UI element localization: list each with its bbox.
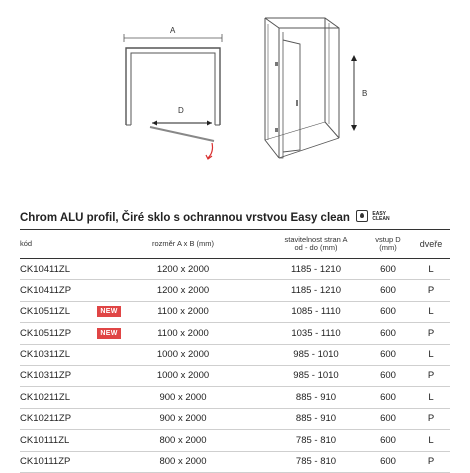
cell-dimensions: 1100 x 2000 <box>157 327 209 339</box>
label-a: A <box>170 26 176 35</box>
label-d: D <box>178 106 184 115</box>
cell-range: 1085 - 1110 <box>291 306 341 318</box>
cell-code: CK10311ZP <box>20 370 72 382</box>
table-header <box>20 230 450 259</box>
cell-dimensions: 1000 x 2000 <box>156 370 210 382</box>
cell-badge <box>96 323 122 343</box>
cell-code: CK10411ZL <box>20 263 70 275</box>
cell-code: CK10511ZL <box>20 306 70 318</box>
cell-range: 985 - 1010 <box>293 349 339 361</box>
cell-code: CK10211ZP <box>20 413 72 425</box>
cell-door: L <box>428 349 434 361</box>
cell-entry: 600 <box>380 306 396 318</box>
table-row <box>20 345 450 366</box>
header-range: stavitelnost stran A od - do (mm) <box>284 235 348 252</box>
cell-code: CK10311ZL <box>20 349 70 361</box>
cell-entry: 600 <box>380 413 396 425</box>
perspective-view <box>265 18 339 158</box>
cell-entry: 600 <box>380 434 396 446</box>
header-dimensions: rozměr A x B (mm) <box>151 239 215 248</box>
cell-badge <box>96 452 122 472</box>
cell-entry: 600 <box>380 284 396 296</box>
cell-dimensions: 1200 x 2000 <box>156 284 210 296</box>
cell-dimensions: 800 x 2000 <box>159 456 207 468</box>
cell-door: P <box>427 370 435 382</box>
easy-clean-icon <box>356 210 368 222</box>
header-door: dveře <box>419 239 443 249</box>
table-row <box>20 323 450 344</box>
cell-entry: 600 <box>380 263 396 275</box>
cell-range: 785 - 810 <box>295 434 337 446</box>
cell-door: P <box>427 284 435 296</box>
table-row <box>20 302 450 323</box>
cell-code: CK10411ZP <box>20 284 72 296</box>
cell-door: P <box>427 456 435 468</box>
table-body <box>20 259 450 473</box>
cell-door: L <box>428 434 434 446</box>
cell-code: CK10211ZL <box>20 391 70 403</box>
cell-code: CK10111ZL <box>20 434 70 446</box>
cell-badge <box>96 430 122 450</box>
cell-entry: 600 <box>380 327 396 339</box>
header-entry: vstup D (mm) <box>375 235 401 252</box>
cell-badge <box>96 302 122 322</box>
header-code: kód <box>20 239 33 248</box>
cell-range: 885 - 910 <box>295 413 337 425</box>
table-row <box>20 280 450 301</box>
table-row <box>20 366 450 387</box>
cell-badge <box>96 345 122 365</box>
cell-door: L <box>428 306 434 318</box>
cell-badge <box>96 409 122 429</box>
technical-diagram <box>0 0 470 200</box>
cell-dimensions: 1100 x 2000 <box>157 306 209 318</box>
table-row <box>20 259 450 280</box>
cell-range: 885 - 910 <box>295 391 337 403</box>
title-text: Chrom ALU profil, Čiré sklo s ochrannou vrstvou Easy clean <box>20 212 350 224</box>
cell-range: 1035 - 1110 <box>291 327 341 339</box>
table-row <box>20 430 450 451</box>
label-b: B <box>362 89 368 98</box>
cell-range: 1185 - 1210 <box>290 263 341 275</box>
cell-dimensions: 1200 x 2000 <box>156 263 210 275</box>
table-row <box>20 387 450 408</box>
cell-dimensions: 900 x 2000 <box>159 391 207 403</box>
dimension-b <box>351 55 357 131</box>
product-title <box>20 210 450 224</box>
cell-dimensions: 800 x 2000 <box>159 434 207 446</box>
cell-door: L <box>428 391 434 403</box>
cell-door: P <box>427 413 435 425</box>
cell-dimensions: 1000 x 2000 <box>156 349 210 361</box>
cell-door: P <box>427 327 435 339</box>
easy-clean-label: EASY CLEAN <box>372 211 390 222</box>
new-badge: NEW <box>97 306 120 317</box>
cell-badge <box>96 387 122 407</box>
plan-view <box>124 34 222 159</box>
cell-entry: 600 <box>380 370 396 382</box>
cell-entry: 600 <box>380 456 396 468</box>
cell-range: 785 - 810 <box>295 456 337 468</box>
cell-door: L <box>428 263 434 275</box>
cell-range: 985 - 1010 <box>293 370 339 382</box>
cell-code: CK10511ZP <box>20 327 72 339</box>
table-row <box>20 409 450 430</box>
cell-badge <box>96 259 122 279</box>
cell-range: 1185 - 1210 <box>290 284 341 296</box>
new-badge: NEW <box>97 328 120 339</box>
product-table <box>20 229 450 473</box>
cell-entry: 600 <box>380 391 396 403</box>
cell-badge <box>96 366 122 386</box>
cell-entry: 600 <box>380 349 396 361</box>
cell-dimensions: 900 x 2000 <box>159 413 207 425</box>
cell-badge <box>96 280 122 300</box>
cell-code: CK10111ZP <box>20 456 71 468</box>
